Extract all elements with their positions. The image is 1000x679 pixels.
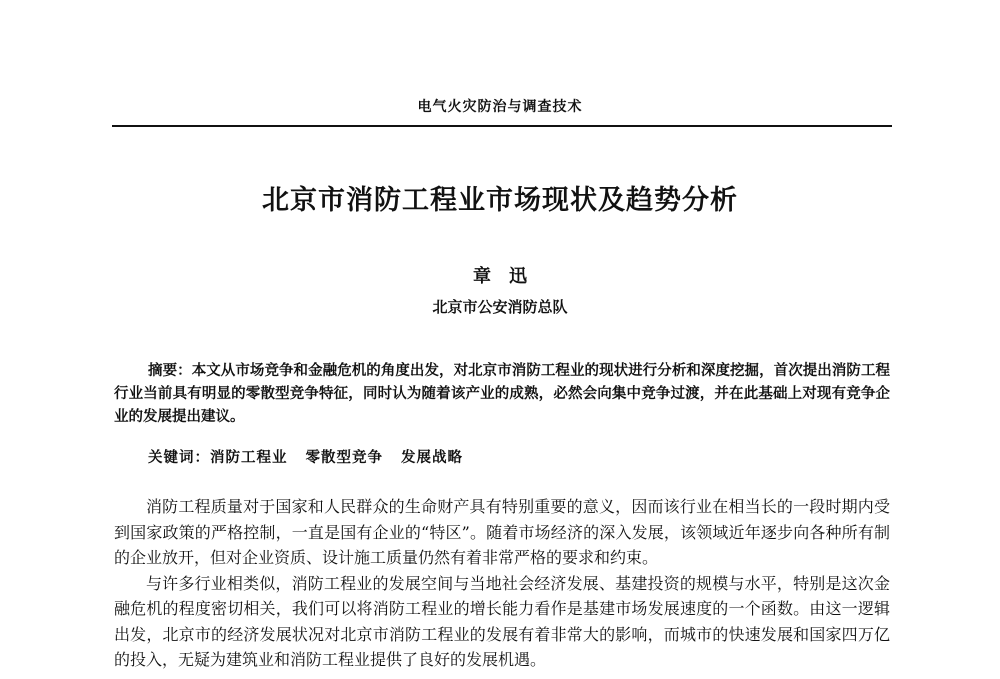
article-title: 北京市消防工程业市场现状及趋势分析 — [262, 185, 738, 216]
body-paragraph: 与许多行业相类似，消防工程业的发展空间与当地社会经济发展、基建投资的规模与水平，特别是这次金融危机的程度密切相关，我们可以将消防工程业的增长能力看作是基建市场发展速度的一个函数。由这一逻辑出发，北京市的经济发展状况对北京市消防工程业的发展有着非常大的影响，而城市的快速发展和国家四万亿的投入，无疑为建筑业和消防工程业提供了良好的发展机遇。 — [114, 573, 890, 669]
body-paragraph: 消防工程质量对于国家和人民群众的生命财产具有特别重要的意义，因而该行业在相当长的一段时期内受到国家政策的严格控制，一直是国有企业的“特区”。随着市场经济的深入发展，该领域近年逐步向各种所有制的企业放开，但对企业资质、设计施工质量仍然有着非常严格的要求和约束。 — [114, 497, 890, 567]
keyword-item: 零散型竞争 — [305, 449, 383, 466]
keyword-item: 发展战略 — [401, 449, 463, 466]
author-affiliation: 北京市公安消防总队 — [432, 298, 568, 316]
keywords-label: 关键词： — [148, 449, 210, 466]
abstract-label: 摘要： — [148, 362, 192, 379]
abstract — [114, 359, 890, 428]
body-text — [114, 494, 890, 673]
running-header: 电气火灾防治与调查技术 — [417, 99, 583, 115]
keywords — [148, 446, 890, 467]
abstract-text: 本文从市场竞争和金融危机的角度出发，对北京市消防工程业的现状进行分析和深度挖掘，首次提出消防工程行业当前具有明显的零散型竞争特征，同时认为随着该产业的成熟，必然会向集中竞争过渡，并在此基础上对现有竞争企业的发展提出建议。 — [114, 362, 891, 425]
keyword-item: 消防工程业 — [210, 449, 288, 466]
author-name: 章 迅 — [473, 266, 527, 287]
header-rule — [112, 125, 892, 127]
